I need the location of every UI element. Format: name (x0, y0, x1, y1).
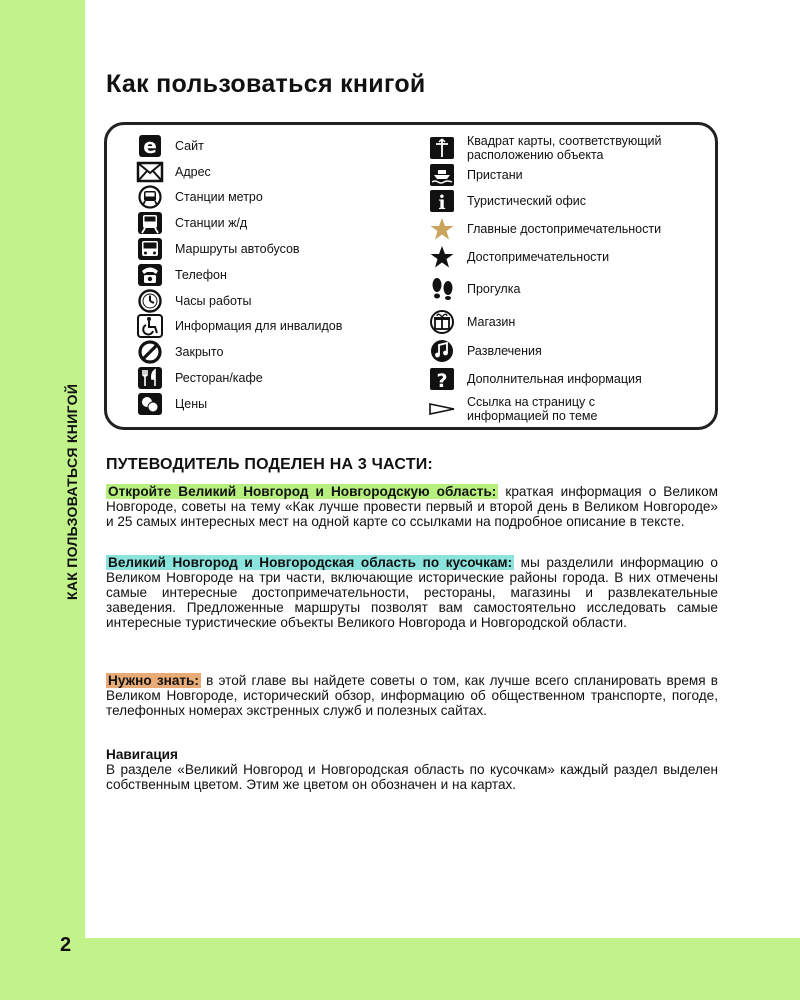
legend-label: Квадрат карты, соответствующий расположению объекта (467, 134, 662, 162)
legend-label: Дополнительная информация (467, 372, 642, 386)
legend-label: Главные достопримечательности (467, 222, 662, 236)
pier-icon (427, 163, 457, 187)
legend-item (135, 159, 342, 185)
legend-label: Закрыто (175, 345, 224, 360)
part-one-paragraph (106, 484, 718, 529)
svg-text:?: ? (436, 370, 448, 391)
legend-item (135, 365, 342, 391)
svg-text:i: i (438, 192, 446, 213)
phone-icon (135, 263, 165, 287)
legend-label: Прогулка (467, 282, 521, 296)
legend-item (135, 236, 342, 262)
legend-label: Цены (175, 396, 208, 411)
legend-label: Пристани (467, 168, 523, 182)
navigation-text: В разделе «Великий Новгород и Новгородская область по кусочкам» каждый раздел выделен собственным цветом. Этим же цветом он обозначен и на картах. (106, 762, 718, 792)
navigation-heading: Навигация (106, 747, 178, 762)
legend-label: Сайт (175, 138, 204, 153)
legend-item (427, 215, 712, 243)
part-three-highlight: Нужно знать: (108, 673, 199, 688)
website-icon (135, 134, 165, 158)
gift-icon (427, 310, 457, 334)
legend-item (135, 133, 342, 159)
page-ref-icon (427, 397, 457, 421)
legend-item (427, 365, 712, 393)
coins-icon (135, 392, 165, 416)
legend-label: Станции метро (175, 190, 263, 205)
legend-label: Маршруты автобусов (175, 242, 300, 257)
page-number: 2 (60, 934, 72, 956)
legend-item (135, 391, 342, 417)
bus-icon (135, 237, 165, 261)
navigation-paragraph (106, 747, 718, 792)
legend-item (427, 133, 712, 163)
legend-item (427, 337, 712, 365)
gold-star-icon (427, 217, 457, 241)
legend-label: Информация для инвалидов (175, 319, 343, 334)
train-icon (135, 211, 165, 235)
part-two-highlight: Великий Новгород и Новгородская область по кусочкам: (108, 555, 513, 570)
legend-item (427, 307, 712, 337)
legend-item (135, 339, 342, 365)
legend-label: Телефон (175, 267, 227, 282)
svg-text:e: e (143, 133, 157, 158)
part-three-paragraph (106, 673, 718, 718)
legend-label: Магазин (467, 315, 516, 329)
restaurant-icon (135, 366, 165, 390)
clock-icon (135, 289, 165, 313)
legend-item (427, 163, 712, 187)
legend-label: Туристический офис (467, 194, 587, 208)
legend-label: Достопримечательности (467, 250, 610, 264)
side-title: КАК ПОЛЬЗОВАТЬСЯ КНИГОЙ (64, 383, 80, 600)
map-grid-icon (427, 136, 457, 160)
closed-icon (135, 340, 165, 364)
legend-right-column (427, 133, 712, 425)
legend-label: Станции ж/д (175, 216, 248, 231)
part-two-text: мы разделили информацию о Великом Новгороде на три части, включающие исторические районы города. В них отмечены самые интересные достопримечательности, рестораны, магазины и развлекательные заведения. Предложенные маршруты позволят вам самостоятельно исследовать самые интересные туристические объекты Великого Новгорода и Новгородской области. (106, 555, 718, 630)
legend-item (135, 185, 342, 211)
legend-item (427, 187, 712, 215)
legend-left-column (135, 133, 342, 417)
music-icon (427, 339, 457, 363)
legend-item (135, 210, 342, 236)
bottom-accent-bar (85, 938, 800, 1000)
legend-item (427, 271, 712, 307)
legend-item (135, 314, 342, 340)
section-heading: ПУТЕВОДИТЕЛЬ ПОДЕЛЕН НА 3 ЧАСТИ: (106, 456, 433, 473)
question-icon (427, 367, 457, 391)
footprints-icon (427, 277, 457, 301)
legend-label: Ресторан/кафе (175, 371, 263, 386)
wheelchair-icon (135, 314, 165, 338)
part-three-text: в этой главе вы найдете советы о том, как лучше всего спланировать время в Великом Новгороде, исторический обзор, информацию об общественном транспорте, погоде, телефонных номерах экстренных служб и полезных сайтах. (106, 673, 718, 718)
legend-item (135, 288, 342, 314)
legend-item (427, 243, 712, 271)
legend-box (104, 122, 718, 430)
envelope-icon (135, 160, 165, 184)
legend-label: Часы работы (175, 293, 252, 308)
legend-item (427, 393, 712, 425)
part-one-highlight: Откройте Великий Новгород и Новгородскую область: (108, 484, 497, 499)
info-icon (427, 189, 457, 213)
part-one-text: краткая информация о Великом Новгороде, советы на тему «Как лучше провести первый и второй день в Великом Новгороде» и 25 самых интересных мест на одной карте со ссылками на подробное описание в тексте. (106, 484, 719, 529)
legend-label: Развлечения (467, 344, 542, 358)
legend-item (135, 262, 342, 288)
part-two-paragraph (106, 555, 718, 630)
legend-label: Ссылка на страницу с информацией по теме (467, 395, 598, 423)
metro-icon (135, 185, 165, 209)
black-star-icon (427, 245, 457, 269)
page-title: Как пользоваться книгой (106, 70, 426, 98)
legend-label: Адрес (175, 164, 211, 179)
